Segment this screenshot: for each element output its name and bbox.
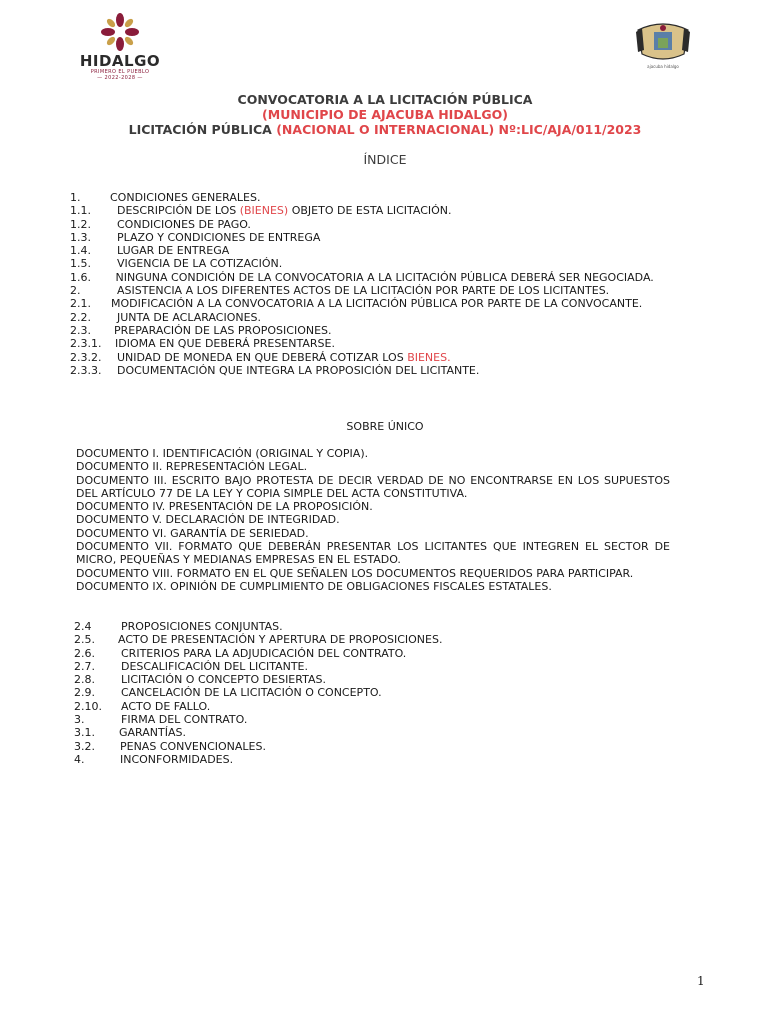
toc-text: PLAZO Y CONDICIONES DE ENTREGA	[117, 230, 321, 244]
toc-text: LUGAR DE ENTREGA	[117, 244, 230, 258]
toc-item	[70, 337, 670, 350]
toc-text: ACTO DE FALLO.	[121, 699, 211, 713]
toc-text: PROPOSICIONES CONJUNTAS.	[121, 620, 283, 633]
logo-years: — 2022-2028 —	[97, 75, 143, 81]
toc-text: PENAS CONVENCIONALES.	[120, 739, 266, 753]
toc-item	[70, 271, 670, 284]
toc-item	[70, 351, 670, 364]
toc-text: ASISTENCIA A LOS DIFERENTES ACTOS DE LA LICITACIÓN POR PARTE DE LOS LICITANTES.	[117, 284, 610, 298]
toc-item	[70, 284, 670, 297]
logo-tagline-text: PRIMERO EL PUEBLO	[90, 69, 150, 75]
toc-item	[70, 297, 670, 310]
toc-text: LICITACIÓN O CONCEPTO DESIERTAS.	[121, 673, 326, 687]
toc-number: 1.4.	[70, 244, 91, 258]
toc-number: 3.	[74, 713, 85, 727]
document-item: DOCUMENTO VI. GARANTÍA DE SERIEDAD.	[76, 526, 309, 540]
toc-text: FIRMA DEL CONTRATO.	[121, 713, 248, 727]
municipal-seal-icon	[632, 20, 694, 64]
logo-wordmark: HIDALGO	[79, 52, 161, 70]
toc-text: CRITERIOS PARA LA ADJUDICACIÓN DEL CONTRATO.	[121, 646, 407, 660]
toc-text-post: OBJETO DE ESTA LICITACIÓN.	[288, 204, 452, 218]
toc-text-pre: DESCRIPCIÓN DE LOS	[117, 204, 240, 218]
toc-text	[117, 204, 452, 217]
document-item: DOCUMENTO II. REPRESENTACIÓN LEGAL.	[76, 460, 308, 474]
ajacuba-seal	[632, 20, 694, 78]
toc-text: VIGENCIA DE LA COTIZACIÓN.	[117, 257, 283, 271]
seal-caption: ajacuba hidalgo	[647, 64, 679, 69]
toc-text	[117, 351, 451, 364]
toc-number: 1.5.	[70, 257, 91, 271]
toc-number: 2.7.	[74, 659, 95, 673]
toc-number: 2.9.	[74, 686, 95, 700]
document-item: DOCUMENTO V. DECLARACIÓN DE INTEGRIDAD.	[76, 513, 340, 527]
document-item: DOCUMENTO IX. OPINIÓN DE CUMPLIMIENTO DE OBLIGACIONES FISCALES ESTATALES.	[76, 579, 552, 593]
toc-number: 2.3.2.	[70, 350, 102, 364]
toc-item	[70, 204, 670, 217]
document-title-block	[0, 92, 770, 137]
toc-text: DESCALIFICACIÓN DEL LICITANTE.	[121, 659, 308, 673]
toc-number: 1.2.	[70, 217, 91, 231]
title-line-3-prefix: LICITACIÓN PÚBLICA	[128, 122, 272, 137]
toc-number: 2.6.	[74, 646, 95, 660]
document-item: DOCUMENTO I. IDENTIFICACIÓN (ORIGINAL Y COPIA).	[76, 447, 369, 460]
toc-text: IDIOMA EN QUE DEBERÁ PRESENTARSE.	[115, 337, 335, 351]
toc-number: 1.1.	[70, 204, 91, 218]
toc-number: 1.3.	[70, 230, 91, 244]
toc-text: GARANTÍAS.	[119, 726, 186, 740]
toc-number: 2.3.3.	[70, 363, 102, 377]
toc-text: CANCELACIÓN DE LA LICITACIÓN O CONCEPTO.	[121, 686, 382, 700]
logo-tagline	[76, 69, 164, 81]
toc-item	[70, 311, 670, 324]
toc-number: 4.	[74, 752, 85, 766]
toc-number: 2.10.	[74, 699, 102, 713]
document-item: DOCUMENTO IV. PRESENTACIÓN DE LA PROPOSICIÓN.	[76, 500, 373, 514]
table-of-contents	[70, 191, 670, 377]
toc-item	[70, 191, 670, 204]
toc-text-highlight: BIENES.	[407, 350, 451, 364]
toc-item	[70, 257, 670, 270]
toc-text: DOCUMENTACIÓN QUE INTEGRA LA PROPOSICIÓN DEL LICITANTE.	[117, 363, 480, 377]
index-heading: ÍNDICE	[363, 152, 407, 167]
toc-number: 2.3.	[70, 323, 91, 337]
toc-text: CONDICIONES GENERALES.	[110, 191, 261, 204]
toc-number: 3.2.	[74, 739, 95, 753]
toc-number: 2.1.	[70, 297, 91, 311]
toc-number: 1.	[70, 191, 81, 204]
hidalgo-logo	[70, 12, 170, 81]
toc-number: 2.4	[74, 620, 92, 633]
toc-number: 2.	[70, 284, 81, 298]
toc-number: 1.6.	[70, 270, 91, 284]
toc-text: ACTO DE PRESENTACIÓN Y APERTURA DE PROPOSICIONES.	[118, 633, 443, 647]
toc-text-highlight: (BIENES)	[239, 204, 289, 218]
toc-text: NINGUNA CONDICIÓN DE LA CONVOCATORIA A LA LICITACIÓN PÚBLICA DEBERÁ SER NEGOCIADA.	[115, 270, 654, 284]
document-item: DOCUMENTO VII. FORMATO QUE DEBERÁN PRESENTAR LOS LICITANTES QUE INTEGREN EL SECTOR DE MICRO, PEQUEÑAS Y MEDIANAS EMPRESAS EN EL ESTADO.	[76, 540, 670, 567]
document-item: DOCUMENTO III. ESCRITO BAJO PROTESTA DE DECIR VERDAD DE NO ENCONTRARSE EN LOS SUPUESTOS DEL ARTÍCULO 77 DE LA LEY Y COPIA SIMPLE DEL ACTA CONSTITUTIVA.	[76, 473, 670, 500]
toc-item	[70, 324, 670, 337]
toc-item	[70, 218, 670, 231]
document-item: DOCUMENTO VIII. FORMATO EN EL QUE SEÑALEN LOS DOCUMENTOS REQUERIDOS PARA PARTICIPAR.	[76, 566, 634, 580]
toc-item	[70, 364, 670, 377]
toc-text-pre: UNIDAD DE MONEDA EN QUE DEBERÁ COTIZAR LOS	[117, 350, 408, 364]
title-line-1: CONVOCATORIA A LA LICITACIÓN PÚBLICA	[237, 92, 533, 107]
toc-text: MODIFICACIÓN A LA CONVOCATORIA A LA LICITACIÓN PÚBLICA POR PARTE DE LA CONVOCANTE.	[111, 297, 643, 311]
toc-item	[70, 231, 670, 244]
page-number: 1	[697, 974, 705, 988]
title-line-2: (MUNICIPIO DE AJACUBA HIDALGO)	[262, 107, 508, 122]
title-line-3-number: (NACIONAL O INTERNACIONAL) Nº:LIC/AJA/011/2023	[276, 122, 642, 137]
toc-number: 2.5.	[74, 633, 95, 647]
toc-text: PREPARACIÓN DE LAS PROPOSICIONES.	[114, 323, 332, 337]
flower-emblem-icon	[100, 12, 140, 52]
toc-item	[70, 244, 670, 257]
toc-number: 2.8.	[74, 673, 95, 687]
toc-number: 2.2.	[70, 310, 91, 324]
toc-number: 3.1.	[74, 726, 95, 740]
toc-text: INCONFORMIDADES.	[120, 752, 234, 766]
toc-text: CONDICIONES DE PAGO.	[117, 217, 251, 231]
toc-number: 2.3.1.	[70, 337, 102, 351]
toc-text: JUNTA DE ACLARACIONES.	[117, 310, 262, 324]
section-heading-sobre: SOBRE ÚNICO	[346, 420, 424, 433]
title-line-3	[0, 122, 770, 137]
documents-list	[76, 447, 670, 593]
